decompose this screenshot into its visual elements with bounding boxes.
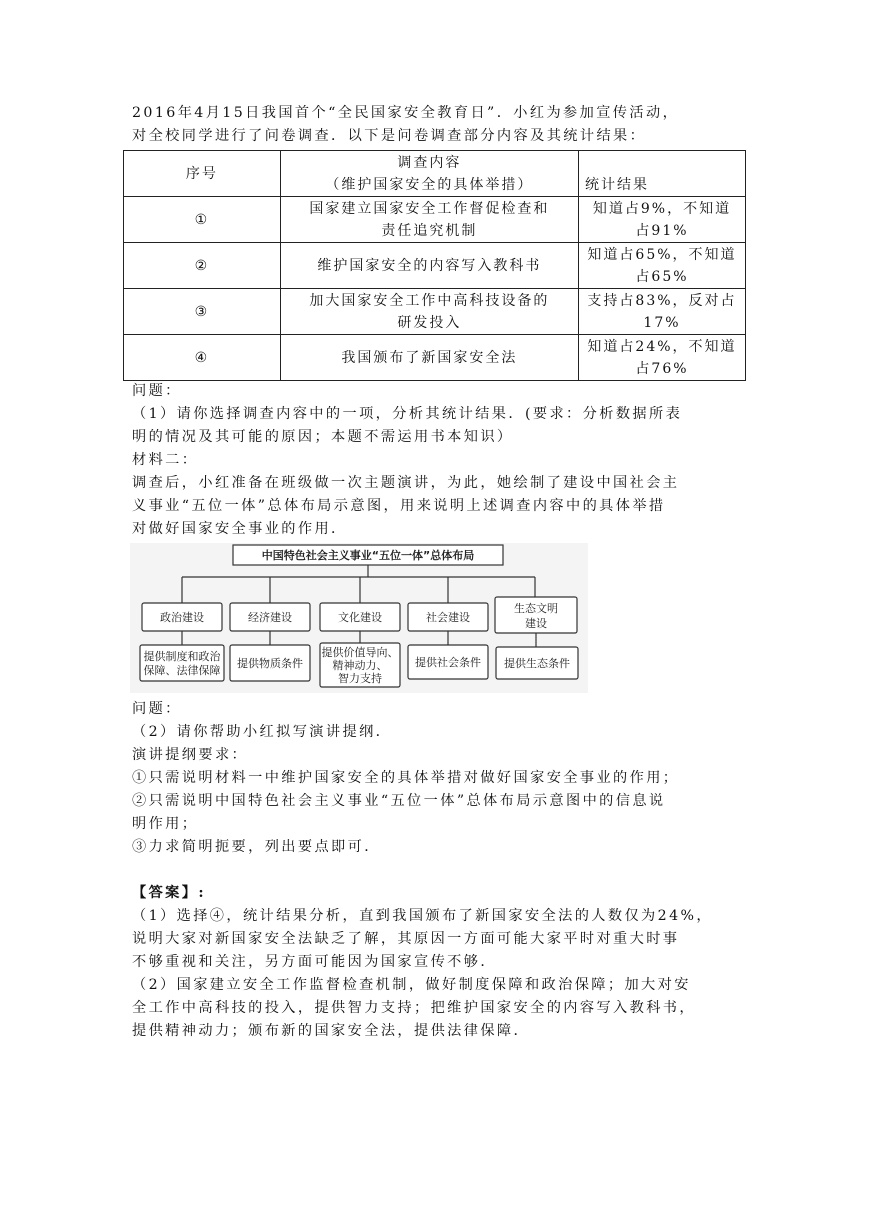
header-number: 序号 xyxy=(124,151,281,197)
row-result-line1: 知道占65%，不知道 xyxy=(587,246,737,263)
header-result-text: 统计结果 xyxy=(584,176,649,193)
answer-2-line-1: （2）国家建立安全工作监督检查机制，做好制度保障和政治保障；加大对安 xyxy=(132,977,691,993)
node-effect-line1: 提供生态条件 xyxy=(504,657,570,670)
node-effect-line2: 保障、法律保障 xyxy=(143,664,221,677)
requirement-1: ①只需说明材料一中维护国家安全的具体举措对做好国家安全事业的作用； xyxy=(132,770,680,786)
requirement-2-line-2: 明作用； xyxy=(132,816,199,832)
row-result-line1: 支持占83%，反对占 xyxy=(587,292,737,309)
intro-line-2: 对全校同学进行了问卷调查．以下是问卷调查部分内容及其统计结果： xyxy=(132,128,647,144)
row-result-line2: 占91% xyxy=(635,222,689,239)
node-effect-line2: 精神动力、 xyxy=(332,659,388,672)
row-content-line2: 研发投入 xyxy=(397,314,462,331)
row-content xyxy=(280,289,578,335)
answer-label: 【答案】: xyxy=(132,885,206,901)
requirements-label: 演讲提纲要求： xyxy=(132,747,249,763)
node-effect-line3: 智力支持 xyxy=(338,672,382,685)
answer-1-line-3: 不够重视和关注，另方面可能因为国家宣传不够． xyxy=(132,954,497,970)
material-2-line-2: 义事业“五位一体”总体布局示意图，用来说明上述调查内容中的具体举措 xyxy=(132,498,666,514)
answer-1-line-1: （1）选择④，统计结果分析，直到我国颁布了新国家安全法的人数仅为24%， xyxy=(132,908,713,924)
five-in-one-diagram xyxy=(130,543,588,693)
answer-2-line-3: 提供精神动力；颁布新的国家安全法，提供法律保障． xyxy=(132,1023,531,1039)
row-result xyxy=(578,243,745,289)
row-content-line2: 责任追究机制 xyxy=(381,222,478,239)
question-2-line-1: （2）请你帮助小红拟写演讲提纲． xyxy=(132,724,393,740)
header-content-line2: （维护国家安全的具体举措） xyxy=(325,176,534,193)
diagram-title: 中国特色社会主义事业“五位一体”总体布局 xyxy=(261,549,475,562)
row-number: ② xyxy=(124,243,281,289)
header-content-line1: 调查内容 xyxy=(397,154,462,171)
node-label: 文化建设 xyxy=(338,611,382,624)
row-number: ④ xyxy=(124,335,281,381)
row-number: ① xyxy=(124,197,281,243)
row-content-line1: 维护国家安全的内容写入教科书 xyxy=(317,257,542,274)
table-row xyxy=(124,243,746,289)
question-2-label: 问题： xyxy=(132,701,182,717)
row-content-line1: 我国颁布了新国家安全法 xyxy=(341,349,518,366)
node-label-line2: 建设 xyxy=(525,617,547,630)
node-effect-line1: 提供价值导向、 xyxy=(321,646,399,659)
row-content-line1: 加大国家安全工作中高科技设备的 xyxy=(309,292,550,309)
row-result-line2: 占65% xyxy=(635,268,689,285)
node-effect-line1: 提供社会条件 xyxy=(415,656,481,669)
question-1-line-1: （1）请你选择调查内容中的一项，分析其统计结果．(要求：分析数据所表 xyxy=(132,406,683,422)
node-label: 社会建设 xyxy=(426,611,470,624)
table-row xyxy=(124,197,746,243)
row-result-line1: 知道占9%，不知道 xyxy=(592,200,732,217)
material-2-line-3: 对做好国家安全事业的作用． xyxy=(132,521,348,537)
row-content-line1: 国家建立国家安全工作督促检查和 xyxy=(309,200,550,217)
node-label-line1: 生态文明 xyxy=(514,602,558,615)
table-header-row xyxy=(124,151,746,197)
requirement-3: ③力求简明扼要，列出要点即可． xyxy=(132,839,381,855)
answer-2-line-2: 全工作中高科技的投入，提供智力支持；把维护国家安全的内容写入教科书， xyxy=(132,1000,696,1016)
row-result xyxy=(578,335,745,381)
row-number: ③ xyxy=(124,289,281,335)
answer-1-line-2: 说明大家对新国家安全法缺乏了解，其原因一方面可能大家平时对重大时事 xyxy=(132,931,680,947)
material-2-line-1: 调查后，小红准备在班级做一次主题演讲，为此，她绘制了建设中国社会主 xyxy=(132,475,680,491)
row-content xyxy=(280,243,578,289)
question-label: 问题： xyxy=(132,383,182,399)
node-label: 经济建设 xyxy=(248,611,292,624)
table-row xyxy=(124,335,746,381)
row-result xyxy=(578,289,745,335)
row-result xyxy=(578,197,745,243)
material-2-label: 材料二： xyxy=(132,452,199,468)
row-result-line2: 占76% xyxy=(635,360,689,377)
row-content xyxy=(280,335,578,381)
header-content xyxy=(280,151,578,197)
node-label: 政治建设 xyxy=(160,611,204,624)
survey-table xyxy=(123,150,746,381)
table-row xyxy=(124,289,746,335)
row-content xyxy=(280,197,578,243)
row-result-line2: 17% xyxy=(643,314,681,331)
intro-line-1: 2016年4月15日我国首个“全民国家安全教育日”．小红为参加宣传活动， xyxy=(132,105,680,121)
row-result-line1: 知道占24%，不知道 xyxy=(587,338,737,355)
requirement-2-line-1: ②只需说明中国特色社会主义事业“五位一体”总体布局示意图中的信息说 xyxy=(132,793,666,809)
node-effect-line1: 提供物质条件 xyxy=(237,657,303,670)
header-result xyxy=(578,151,745,197)
question-1-line-2: 明的情况及其可能的原因；本题不需运用书本知识） xyxy=(132,429,514,445)
node-effect-line1: 提供制度和政治 xyxy=(143,650,221,663)
